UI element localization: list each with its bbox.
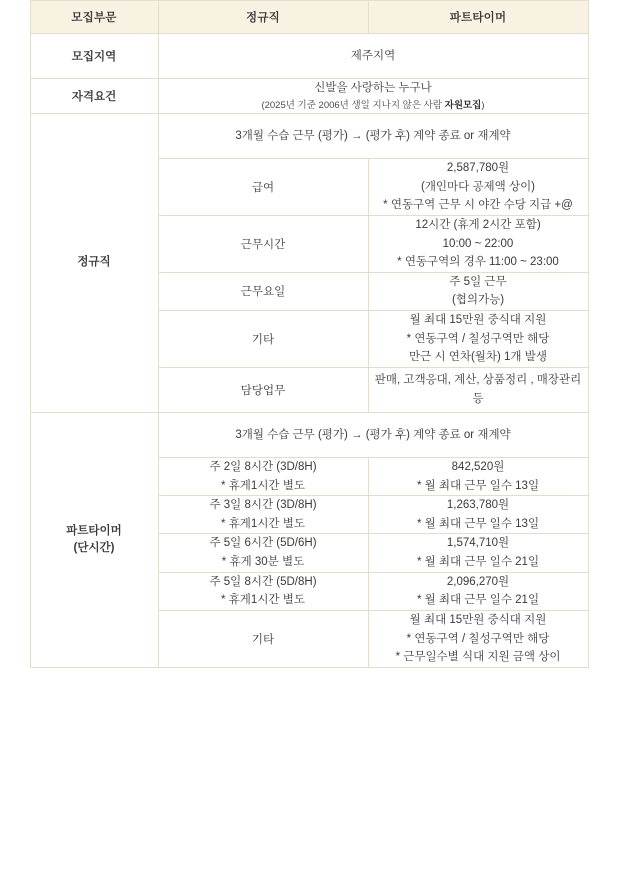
parttime-option-2-right-line-1: 1,263,780원 bbox=[446, 499, 510, 512]
parttime-probation: 3개월 수습 근무 (평가) → (평가 후) 계약 종료 or 재계약 bbox=[158, 412, 588, 457]
recruitment-table bbox=[30, 0, 589, 668]
parttime-option-2-right bbox=[368, 496, 588, 534]
header-cell-category: 모집부문 bbox=[30, 1, 158, 34]
fulltime-salary-line-3: * 연동구역 근무 시 야간 수당 지급 +@ bbox=[383, 199, 573, 212]
parttime-option-1-left bbox=[158, 457, 368, 495]
fulltime-days-line-1: 주 5일 근무 bbox=[449, 275, 507, 288]
parttime-etc-label: 기타 bbox=[158, 610, 368, 667]
fulltime-days-line-2: (협의가능) bbox=[451, 294, 505, 307]
table-row-region bbox=[30, 34, 588, 79]
row-label-qualification: 자격요건 bbox=[30, 79, 158, 114]
row-value-qualification bbox=[158, 79, 588, 114]
parttime-option-4-right-line-2: * 월 최대 근무 일수 21일 bbox=[416, 594, 540, 607]
row-label-parttime bbox=[30, 412, 158, 667]
parttime-option-4-right bbox=[368, 572, 588, 610]
qualification-note-bold: 자원모집 bbox=[444, 99, 482, 111]
fulltime-hours-line-3: * 연동구역의 경우 11:00 ~ 23:00 bbox=[397, 256, 559, 269]
parttime-option-4-left bbox=[158, 572, 368, 610]
table-row-parttime-probation bbox=[30, 412, 588, 457]
qualification-note bbox=[159, 98, 588, 113]
fulltime-hours-line-1: 12시간 (휴게 2시간 포함) bbox=[415, 218, 541, 231]
row-value-region: 제주지역 bbox=[158, 34, 588, 79]
parttime-option-2-right-line-2: * 월 최대 근무 일수 13일 bbox=[416, 517, 540, 530]
fulltime-item-label-days: 근무요일 bbox=[158, 272, 368, 310]
qualification-note-prefix: (2025년 기준 2006년 생일 지나지 않은 사람 bbox=[261, 99, 445, 111]
fulltime-item-value-etc bbox=[368, 311, 588, 368]
parttime-etc-line-3: * 근무일수별 식대 지원 금액 상이 bbox=[395, 651, 561, 664]
qualification-note-suffix: ) bbox=[481, 99, 485, 111]
fulltime-item-value-hours bbox=[368, 215, 588, 272]
fulltime-item-label-salary: 급여 bbox=[158, 159, 368, 216]
fulltime-item-value-duties: 판매, 고객응대, 계산, 상품정리 , 매장관리 등 bbox=[368, 367, 588, 412]
fulltime-item-value-salary bbox=[368, 159, 588, 216]
parttime-option-1-right-line-2: * 월 최대 근무 일수 13일 bbox=[416, 479, 540, 492]
header-cell-fulltime: 정규직 bbox=[158, 1, 368, 34]
table-header-row bbox=[30, 1, 588, 34]
table-row-qualification bbox=[30, 79, 588, 114]
parttime-label-line-2: (단시간) bbox=[73, 541, 115, 554]
parttime-option-4-right-line-1: 2,096,270원 bbox=[446, 575, 510, 588]
row-label-region: 모집지역 bbox=[30, 34, 158, 79]
parttime-etc-value bbox=[368, 610, 588, 667]
parttime-option-3-right-line-2: * 월 최대 근무 일수 21일 bbox=[416, 556, 540, 568]
parttime-option-3-left-line-1: 주 5일 6시간 (5D/6H) bbox=[209, 537, 317, 550]
table-row-fulltime-probation bbox=[30, 114, 588, 159]
parttime-option-1-left-line-1: 주 2일 8시간 (3D/8H) bbox=[209, 460, 317, 473]
fulltime-probation: 3개월 수습 근무 (평가) → (평가 후) 계약 종료 or 재계약 bbox=[158, 114, 588, 159]
parttime-option-2-left bbox=[158, 496, 368, 534]
fulltime-salary-line-1: 2,587,780원 bbox=[446, 162, 510, 174]
fulltime-hours-line-2: 10:00 ~ 22:00 bbox=[442, 237, 514, 250]
fulltime-item-label-duties: 담당업무 bbox=[158, 367, 368, 412]
fulltime-item-value-days bbox=[368, 272, 588, 310]
parttime-option-3-left bbox=[158, 534, 368, 572]
parttime-option-4-left-line-1: 주 5일 8시간 (5D/8H) bbox=[209, 575, 317, 588]
parttime-option-2-left-line-1: 주 3일 8시간 (3D/8H) bbox=[209, 499, 317, 512]
parttime-option-1-left-line-2: * 휴게1시간 별도 bbox=[221, 479, 305, 492]
parttime-label-line-1: 파트타이머 bbox=[66, 524, 122, 537]
fulltime-salary-line-2: (개인마다 공제액 상이) bbox=[420, 180, 536, 193]
row-label-fulltime: 정규직 bbox=[30, 114, 158, 413]
parttime-option-3-right-line-1: 1,574,710원 bbox=[446, 537, 510, 550]
fulltime-item-label-hours: 근무시간 bbox=[158, 215, 368, 272]
fulltime-etc-line-2: * 연동구역 / 칠성구역만 해당 bbox=[406, 332, 550, 345]
parttime-option-3-left-line-2: * 휴게 30분 별도 bbox=[221, 556, 305, 568]
parttime-option-2-left-line-2: * 휴게1시간 별도 bbox=[221, 517, 305, 530]
parttime-option-3-right bbox=[368, 534, 588, 572]
parttime-option-4-left-line-2: * 휴게1시간 별도 bbox=[221, 594, 305, 607]
parttime-option-1-right bbox=[368, 457, 588, 495]
fulltime-etc-line-3: 만근 시 연차(월차) 1개 발생 bbox=[409, 351, 547, 364]
qualification-main: 신발을 사랑하는 누구나 bbox=[314, 82, 432, 94]
parttime-etc-line-1: 월 최대 15만원 중식대 지원 bbox=[409, 613, 547, 626]
header-cell-parttime: 파트타이머 bbox=[368, 1, 588, 34]
parttime-option-1-right-line-1: 842,520원 bbox=[451, 460, 505, 473]
fulltime-item-label-etc: 기타 bbox=[158, 311, 368, 368]
fulltime-etc-line-1: 월 최대 15만원 중식대 지원 bbox=[409, 314, 547, 326]
parttime-etc-line-2: * 연동구역 / 칠성구역만 해당 bbox=[406, 632, 550, 645]
